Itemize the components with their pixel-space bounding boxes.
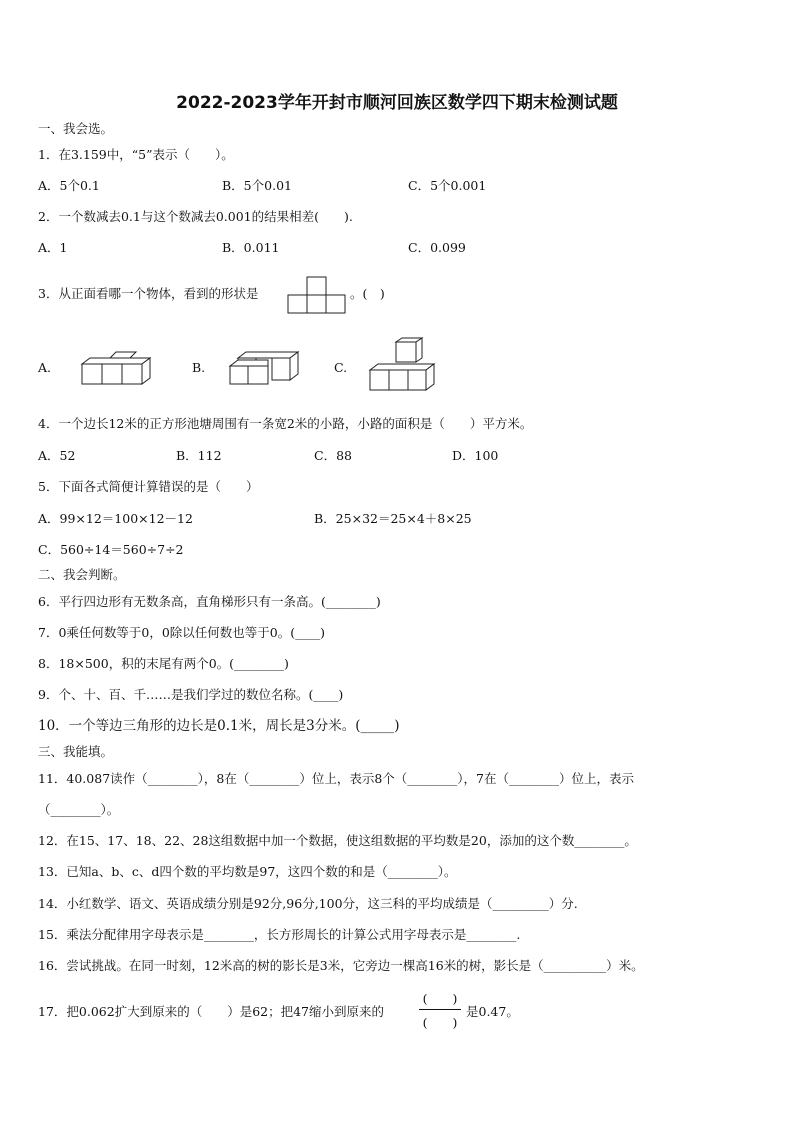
q2-option-c: C．0.099 — [408, 240, 466, 255]
question-3 — [38, 286, 258, 302]
page-title: 2022-2023学年开封市顺河回族区数学四下期末检测试题 — [176, 93, 618, 113]
question-11-line-1: 11．40.087读作（________），8在（________）位上，表示8个（________），7在（________）位上，表示 — [38, 771, 635, 786]
fraction-numerator: ( ) — [422, 991, 458, 1006]
section-heading-judge: 二、我会判断。 — [38, 567, 126, 582]
q3-text-after: 。( ) — [350, 286, 385, 301]
front-view-shape-figure — [287, 276, 347, 314]
q4-option-d: D．100 — [452, 448, 499, 463]
q4-option-a: A．52 — [38, 448, 76, 463]
question-17-after: 是0.47。 — [466, 1004, 519, 1019]
section-heading-choose: 一、我会选。 — [38, 121, 114, 136]
q3-option-c-label: C. — [334, 360, 348, 375]
q4-option-c: C．88 — [314, 448, 352, 463]
question-10: 10．一个等边三角形的边长是0.1米，周长是3分米。(_____) — [38, 718, 400, 734]
fraction-denominator: ( ) — [422, 1015, 458, 1030]
q1-option-c: C．5个0.001 — [408, 178, 487, 193]
q17-fraction-blank — [417, 989, 463, 1033]
question-15: 15．乘法分配律用字母表示是________，长方形周长的计算公式用字母表示是________. — [38, 927, 521, 942]
q3-text-before: 3．从正面看哪一个物体，看到的形状是 — [38, 286, 259, 301]
q2-option-b: B．0.011 — [222, 240, 280, 255]
question-5: 5．下面各式简便计算错误的是（ ） — [38, 479, 259, 494]
q5-option-a: A．99×12＝100×12－12 — [38, 511, 193, 526]
question-16: 16．尝试挑战。在同一时刻，12米高的树的影长是3米，它旁边一棵高16米的树，影长是（__________）米。 — [38, 958, 644, 973]
question-7: 7．0乘任何数等于0，0除以任何数也等于0。(____) — [38, 625, 326, 640]
q1-option-b: B．5个0.01 — [222, 178, 292, 193]
q2-option-a: A．1 — [38, 240, 68, 255]
q5-option-b: B．25×32＝25×4＋8×25 — [314, 511, 472, 526]
question-6: 6．平行四边形有无数条高，直角梯形只有一条高。(________) — [38, 594, 381, 609]
q5-option-c: C．560÷14＝560÷7÷2 — [38, 542, 184, 557]
question-17-before: 17．把0.062扩大到原来的（ ）是62；把47缩小到原来的 — [38, 1004, 385, 1019]
question-14: 14．小红数学、语文、英语成绩分别是92分,96分,100分，这三科的平均成绩是（_________）分. — [38, 896, 578, 911]
question-4: 4．一个边长12米的正方形池塘周围有一条宽2米的小路，小路的面积是（ ）平方米。 — [38, 416, 533, 431]
q4-option-b: B．112 — [176, 448, 222, 463]
section-heading-fill: 三、我能填。 — [38, 744, 114, 759]
question-9: 9．个、十、百、千……是我们学过的数位名称。(____) — [38, 687, 344, 702]
q3-option-b-cubes-figure — [228, 350, 303, 390]
q3-option-c-cubes-figure — [366, 338, 438, 394]
q3-option-a-label: A. — [38, 360, 52, 375]
q3-option-a-cubes-figure — [80, 350, 160, 386]
question-11-line-2: （________）。 — [38, 802, 120, 817]
question-1: 1．在3.159中，“5”表示（ ）。 — [38, 147, 234, 162]
question-13: 13．已知a、b、c、d四个数的平均数是97，这四个数的和是（________）。 — [38, 864, 457, 879]
question-2: 2．一个数减去0.1与这个数减去0.001的结果相差( ). — [38, 209, 353, 224]
question-12: 12．在15、17、18、22、28这组数据中加一个数据，使这组数据的平均数是20，添加的这个数________。 — [38, 833, 637, 848]
q3-option-b-label: B. — [192, 360, 206, 375]
question-8: 8．18×500，积的末尾有两个0。(________) — [38, 656, 289, 671]
fraction-bar — [419, 1009, 461, 1010]
q1-option-a: A．5个0.1 — [38, 178, 100, 193]
